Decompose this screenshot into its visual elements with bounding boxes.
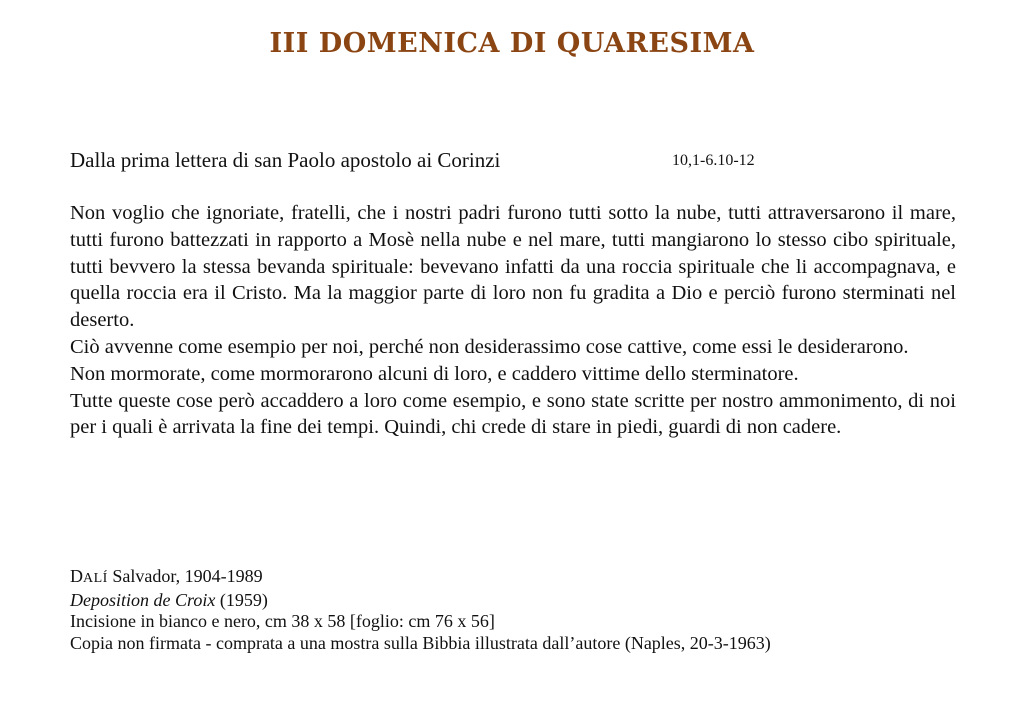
reading-reference: 10,1-6.10-12 <box>672 152 755 169</box>
reading-paragraph: Non voglio che ignoriate, fratelli, che i nostri padri furono tutti sotto la nube, tutti attraversarono il mare, tutti furono battezzati in rapporto a Mosè nella nube e nel mare, tutti mangiarono lo stesso cibo spirituale, tutti bevvero la stessa bevanda spirituale: bevevano infatti da una roccia spirituale che li accompagnava, e quella roccia era il Cristo. Ma la maggior parte di loro non fu gradita a Dio e perciò furono sterminati nel deserto. <box>70 202 956 332</box>
artwork-caption <box>70 566 970 654</box>
reading-paragraph: Ciò avvenne come esempio per noi, perché non desiderassimo cose cattive, come essi le desiderarono. <box>70 335 909 358</box>
artist-initial: D <box>70 566 83 586</box>
artist-details: Salvador, 1904-1989 <box>107 566 263 586</box>
work-year: (1959) <box>215 589 268 610</box>
reading-paragraph: Tutte queste cose però accaddero a loro come esempio, e sono state scritte per nostro ammonimento, di noi per i quali è arrivata la fine dei tempi. Quindi, chi crede di stare in piedi, guardi di non cadere. <box>70 389 956 439</box>
technique-line: Incisione in bianco e nero, cm 38 x 58 [foglio: cm 76 x 56] <box>70 611 495 631</box>
work-title: Deposition de Croix <box>70 589 216 610</box>
work-line <box>70 590 970 612</box>
note-line: Copia non firmata - comprata a una mostra sulla Bibbia illustrata dall’autore (Naples, 20-3-1963) <box>70 632 771 653</box>
artist-surname: ALÍ <box>83 571 108 586</box>
page-title: III DOMENICA DI QUARESIMA <box>269 28 755 59</box>
reading-paragraph: Non mormorate, come mormorarono alcuni di loro, e caddero vittime dello sterminatore. <box>70 362 799 385</box>
reading-text <box>70 200 956 441</box>
artist-line <box>70 566 970 590</box>
reading-header: Dalla prima lettera di san Paolo apostolo ai Corinzi <box>70 148 501 172</box>
